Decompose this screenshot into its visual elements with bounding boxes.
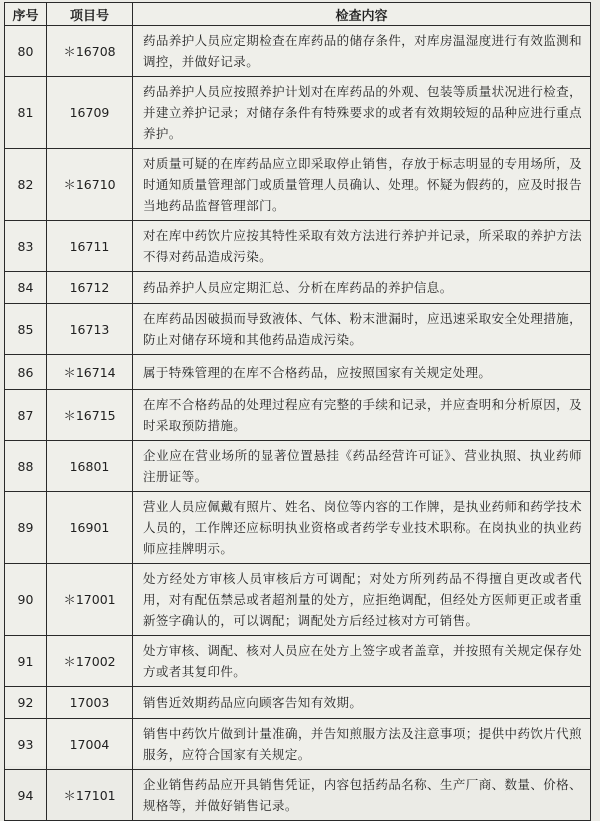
row-seq: 89 xyxy=(5,492,47,564)
row-content: 药品养护人员应定期检查在库药品的储存条件，对库房温湿度进行有效监测和调控，并做好记录。 xyxy=(133,26,591,77)
row-item: 17003 xyxy=(47,687,133,719)
row-seq: 94 xyxy=(5,770,47,821)
header-content: 检查内容 xyxy=(133,3,591,26)
row-item: 17004 xyxy=(47,719,133,770)
row-content: 企业销售药品应开具销售凭证，内容包括药品名称、生产厂商、数量、价格、规格等，并做好销售记录。 xyxy=(133,770,591,821)
table-row xyxy=(5,719,591,770)
row-seq: 84 xyxy=(5,272,47,304)
table-header-row xyxy=(5,3,591,26)
row-seq: 91 xyxy=(5,636,47,687)
row-item: 16711 xyxy=(47,221,133,272)
row-seq: 82 xyxy=(5,149,47,221)
table-row xyxy=(5,390,591,441)
row-content: 企业应在营业场所的显著位置悬挂《药品经营许可证》、营业执照、执业药师注册证等。 xyxy=(133,441,591,492)
table-row xyxy=(5,564,591,636)
table-row xyxy=(5,221,591,272)
table-row xyxy=(5,355,591,390)
row-seq: 86 xyxy=(5,355,47,390)
header-item: 项目号 xyxy=(47,3,133,26)
header-seq: 序号 xyxy=(5,3,47,26)
row-item: ＊16715 xyxy=(47,390,133,441)
table-row xyxy=(5,492,591,564)
row-seq: 92 xyxy=(5,687,47,719)
table-row xyxy=(5,149,591,221)
row-content: 营业人员应佩戴有照片、姓名、岗位等内容的工作牌，是执业药师和药学技术人员的，工作牌还应标明执业资格或者药学专业技术职称。在岗执业的执业药师应挂牌明示。 xyxy=(133,492,591,564)
table-row xyxy=(5,272,591,304)
row-item: ＊16708 xyxy=(47,26,133,77)
row-content: 对质量可疑的在库药品应立即采取停止销售，存放于标志明显的专用场所，及时通知质量管理部门或质量管理人员确认、处理。怀疑为假药的，应及时报告当地药品监督管理部门。 xyxy=(133,149,591,221)
row-seq: 81 xyxy=(5,77,47,149)
row-content: 对在库中药饮片应按其特性采取有效方法进行养护并记录，所采取的养护方法不得对药品造成污染。 xyxy=(133,221,591,272)
row-seq: 87 xyxy=(5,390,47,441)
table-row xyxy=(5,77,591,149)
row-item: ＊17101 xyxy=(47,770,133,821)
row-content: 处方经处方审核人员审核后方可调配；对处方所列药品不得擅自更改或者代用，对有配伍禁忌或者超剂量的处方，应拒绝调配，但经处方医师更正或者重新签字确认的，可以调配；调配处方后经过核对方可销售。 xyxy=(133,564,591,636)
document-page xyxy=(4,2,590,813)
table-row xyxy=(5,26,591,77)
row-content: 属于特殊管理的在库不合格药品，应按照国家有关规定处理。 xyxy=(133,355,591,390)
row-item: ＊17001 xyxy=(47,564,133,636)
row-item: 16713 xyxy=(47,304,133,355)
table-row xyxy=(5,770,591,821)
row-item: 16712 xyxy=(47,272,133,304)
row-content: 处方审核、调配、核对人员应在处方上签字或者盖章，并按照有关规定保存处方或者其复印件。 xyxy=(133,636,591,687)
row-content: 药品养护人员应定期汇总、分析在库药品的养护信息。 xyxy=(133,272,591,304)
inspection-table xyxy=(4,2,591,821)
row-seq: 83 xyxy=(5,221,47,272)
row-content: 销售中药饮片做到计量准确，并告知煎服方法及注意事项；提供中药饮片代煎服务，应符合国家有关规定。 xyxy=(133,719,591,770)
row-item: 16801 xyxy=(47,441,133,492)
row-content: 销售近效期药品应向顾客告知有效期。 xyxy=(133,687,591,719)
table-row xyxy=(5,441,591,492)
row-content: 在库药品因破损而导致液体、气体、粉末泄漏时，应迅速采取安全处理措施，防止对储存环境和其他药品造成污染。 xyxy=(133,304,591,355)
table-row xyxy=(5,636,591,687)
row-item: ＊16710 xyxy=(47,149,133,221)
row-seq: 93 xyxy=(5,719,47,770)
row-seq: 80 xyxy=(5,26,47,77)
row-content: 药品养护人员应按照养护计划对在库药品的外观、包装等质量状况进行检查，并建立养护记录；对储存条件有特殊要求的或者有效期较短的品种应进行重点养护。 xyxy=(133,77,591,149)
row-item: 16709 xyxy=(47,77,133,149)
row-seq: 85 xyxy=(5,304,47,355)
row-item: ＊17002 xyxy=(47,636,133,687)
row-seq: 90 xyxy=(5,564,47,636)
row-item: ＊16714 xyxy=(47,355,133,390)
row-content: 在库不合格药品的处理过程应有完整的手续和记录，并应查明和分析原因，及时采取预防措施。 xyxy=(133,390,591,441)
row-seq: 88 xyxy=(5,441,47,492)
table-row xyxy=(5,304,591,355)
table-row xyxy=(5,687,591,719)
row-item: 16901 xyxy=(47,492,133,564)
